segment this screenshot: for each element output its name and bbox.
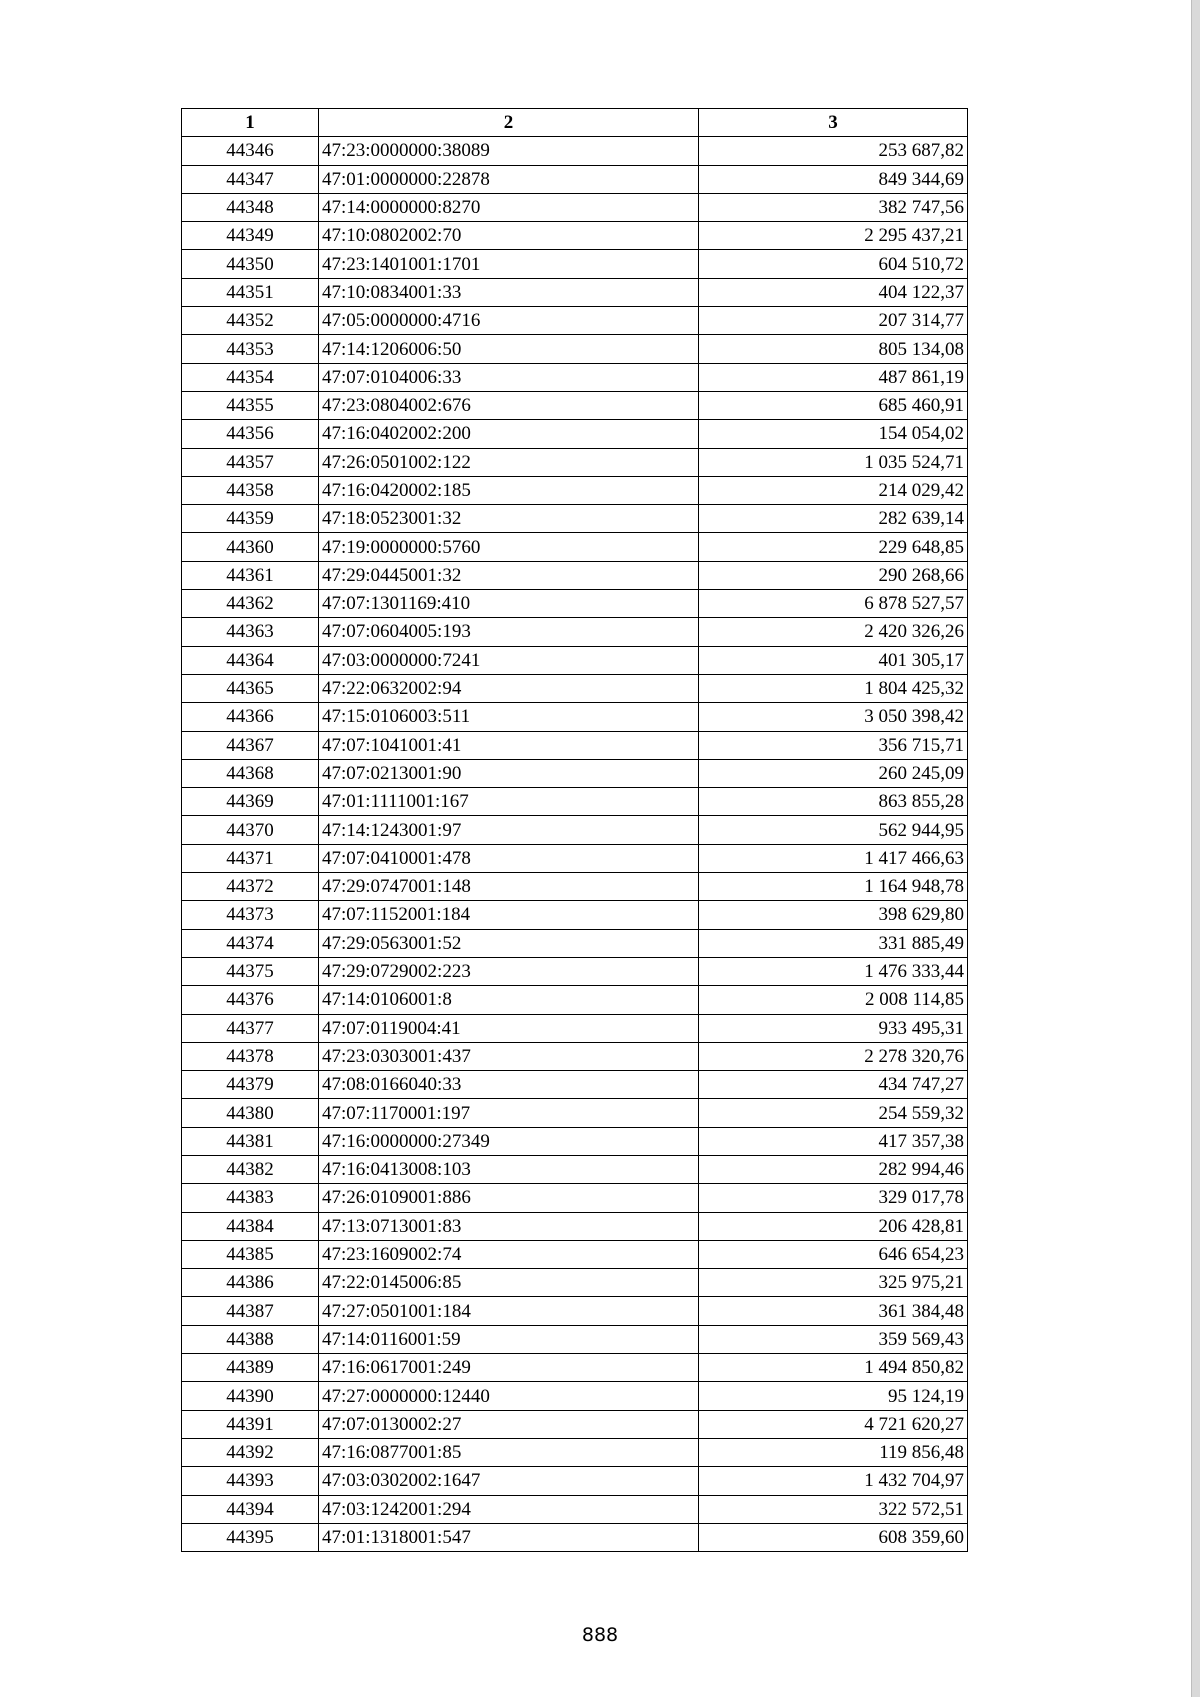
cadastral-number-cell: 47:22:0632002:94	[319, 674, 699, 702]
cadastral-number-cell: 47:07:1041001:41	[319, 731, 699, 759]
table-row	[182, 590, 968, 618]
column-header-1: 1	[182, 109, 319, 137]
value-cell: 1 035 524,71	[699, 448, 968, 476]
row-number-cell: 44351	[182, 278, 319, 306]
row-number-cell: 44392	[182, 1438, 319, 1466]
table-row	[182, 788, 968, 816]
cadastral-number-cell: 47:16:0402002:200	[319, 420, 699, 448]
table-row	[182, 222, 968, 250]
row-number-cell: 44370	[182, 816, 319, 844]
value-cell: 4 721 620,27	[699, 1410, 968, 1438]
row-number-cell: 44354	[182, 363, 319, 391]
table-row	[182, 1325, 968, 1353]
value-cell: 608 359,60	[699, 1523, 968, 1551]
value-cell: 359 569,43	[699, 1325, 968, 1353]
row-number-cell: 44373	[182, 901, 319, 929]
row-number-cell: 44371	[182, 844, 319, 872]
table-row	[182, 1467, 968, 1495]
value-cell: 325 975,21	[699, 1269, 968, 1297]
row-number-cell: 44369	[182, 788, 319, 816]
cadastral-number-cell: 47:16:0877001:85	[319, 1438, 699, 1466]
table-row	[182, 986, 968, 1014]
table-row	[182, 731, 968, 759]
row-number-cell: 44375	[182, 957, 319, 985]
value-cell: 6 878 527,57	[699, 590, 968, 618]
cadastral-number-cell: 47:16:0413008:103	[319, 1155, 699, 1183]
value-cell: 417 357,38	[699, 1127, 968, 1155]
table-row	[182, 1354, 968, 1382]
cadastral-number-cell: 47:07:0213001:90	[319, 759, 699, 787]
cadastral-number-cell: 47:14:0106001:8	[319, 986, 699, 1014]
table-row	[182, 1269, 968, 1297]
value-cell: 361 384,48	[699, 1297, 968, 1325]
table-row	[182, 1127, 968, 1155]
cadastral-number-cell: 47:26:0109001:886	[319, 1184, 699, 1212]
table-header	[182, 109, 968, 137]
value-cell: 2 295 437,21	[699, 222, 968, 250]
row-number-cell: 44355	[182, 391, 319, 419]
table-row	[182, 816, 968, 844]
row-number-cell: 44377	[182, 1014, 319, 1042]
cadastral-number-cell: 47:03:0000000:7241	[319, 646, 699, 674]
value-cell: 229 648,85	[699, 533, 968, 561]
value-cell: 401 305,17	[699, 646, 968, 674]
cadastral-number-cell: 47:03:1242001:294	[319, 1495, 699, 1523]
cadastral-number-cell: 47:23:0000000:38089	[319, 137, 699, 165]
table-row	[182, 533, 968, 561]
row-number-cell: 44385	[182, 1240, 319, 1268]
value-cell: 863 855,28	[699, 788, 968, 816]
value-cell: 322 572,51	[699, 1495, 968, 1523]
table-row	[182, 1042, 968, 1070]
row-number-cell: 44384	[182, 1212, 319, 1240]
value-cell: 562 944,95	[699, 816, 968, 844]
cadastral-number-cell: 47:27:0000000:12440	[319, 1382, 699, 1410]
row-number-cell: 44382	[182, 1155, 319, 1183]
row-number-cell: 44390	[182, 1382, 319, 1410]
cadastral-number-cell: 47:23:0804002:676	[319, 391, 699, 419]
cadastral-number-cell: 47:26:0501002:122	[319, 448, 699, 476]
table-row	[182, 137, 968, 165]
table-row	[182, 1240, 968, 1268]
row-number-cell: 44357	[182, 448, 319, 476]
table-row	[182, 759, 968, 787]
table-row	[182, 476, 968, 504]
cadastral-number-cell: 47:01:1111001:167	[319, 788, 699, 816]
row-number-cell: 44376	[182, 986, 319, 1014]
table-row	[182, 391, 968, 419]
value-cell: 2 008 114,85	[699, 986, 968, 1014]
cadastral-number-cell: 47:16:0617001:249	[319, 1354, 699, 1382]
row-number-cell: 44349	[182, 222, 319, 250]
row-number-cell: 44364	[182, 646, 319, 674]
cadastral-number-cell: 47:05:0000000:4716	[319, 307, 699, 335]
row-number-cell: 44360	[182, 533, 319, 561]
cadastral-number-cell: 47:08:0166040:33	[319, 1071, 699, 1099]
row-number-cell: 44394	[182, 1495, 319, 1523]
value-cell: 290 268,66	[699, 561, 968, 589]
value-cell: 685 460,91	[699, 391, 968, 419]
cadastral-number-cell: 47:07:1152001:184	[319, 901, 699, 929]
table-row	[182, 250, 968, 278]
row-number-cell: 44366	[182, 703, 319, 731]
row-number-cell: 44383	[182, 1184, 319, 1212]
column-header-3: 3	[699, 109, 968, 137]
table-row	[182, 1212, 968, 1240]
value-cell: 398 629,80	[699, 901, 968, 929]
cadastral-number-cell: 47:07:0604005:193	[319, 618, 699, 646]
value-cell: 1 164 948,78	[699, 873, 968, 901]
table-row	[182, 844, 968, 872]
table-row	[182, 335, 968, 363]
cadastral-number-cell: 47:18:0523001:32	[319, 505, 699, 533]
cadastral-number-cell: 47:22:0145006:85	[319, 1269, 699, 1297]
row-number-cell: 44389	[182, 1354, 319, 1382]
cadastral-number-cell: 47:14:0000000:8270	[319, 193, 699, 221]
row-number-cell: 44356	[182, 420, 319, 448]
table-row	[182, 1382, 968, 1410]
value-cell: 2 420 326,26	[699, 618, 968, 646]
row-number-cell: 44386	[182, 1269, 319, 1297]
table-row	[182, 873, 968, 901]
table-row	[182, 363, 968, 391]
table-row	[182, 1410, 968, 1438]
row-number-cell: 44362	[182, 590, 319, 618]
row-number-cell: 44393	[182, 1467, 319, 1495]
row-number-cell: 44350	[182, 250, 319, 278]
table-row	[182, 929, 968, 957]
cadastral-number-cell: 47:01:1318001:547	[319, 1523, 699, 1551]
column-header-2: 2	[319, 109, 699, 137]
table-row	[182, 674, 968, 702]
row-number-cell: 44346	[182, 137, 319, 165]
value-cell: 805 134,08	[699, 335, 968, 363]
cadastral-number-cell: 47:27:0501001:184	[319, 1297, 699, 1325]
row-number-cell: 44359	[182, 505, 319, 533]
table-row	[182, 505, 968, 533]
table-row	[182, 1297, 968, 1325]
row-number-cell: 44387	[182, 1297, 319, 1325]
table-row	[182, 1071, 968, 1099]
cadastral-number-cell: 47:07:0130002:27	[319, 1410, 699, 1438]
row-number-cell: 44353	[182, 335, 319, 363]
page-edge	[1191, 0, 1200, 1697]
value-cell: 933 495,31	[699, 1014, 968, 1042]
row-number-cell: 44380	[182, 1099, 319, 1127]
cadastral-number-cell: 47:14:1206006:50	[319, 335, 699, 363]
cadastral-number-cell: 47:07:1301169:410	[319, 590, 699, 618]
table-row	[182, 957, 968, 985]
table-row	[182, 1184, 968, 1212]
cadastral-number-cell: 47:07:0410001:478	[319, 844, 699, 872]
table-row	[182, 165, 968, 193]
value-cell: 604 510,72	[699, 250, 968, 278]
cadastral-number-cell: 47:23:1401001:1701	[319, 250, 699, 278]
row-number-cell: 44391	[182, 1410, 319, 1438]
value-cell: 154 054,02	[699, 420, 968, 448]
cadastral-number-cell: 47:29:0729002:223	[319, 957, 699, 985]
row-number-cell: 44363	[182, 618, 319, 646]
row-number-cell: 44348	[182, 193, 319, 221]
table-row	[182, 420, 968, 448]
row-number-cell: 44367	[182, 731, 319, 759]
value-cell: 282 639,14	[699, 505, 968, 533]
value-cell: 260 245,09	[699, 759, 968, 787]
row-number-cell: 44347	[182, 165, 319, 193]
row-number-cell: 44372	[182, 873, 319, 901]
row-number-cell: 44395	[182, 1523, 319, 1551]
row-number-cell: 44368	[182, 759, 319, 787]
value-cell: 119 856,48	[699, 1438, 968, 1466]
row-number-cell: 44379	[182, 1071, 319, 1099]
cadastral-number-cell: 47:07:1170001:197	[319, 1099, 699, 1127]
cadastral-number-cell: 47:14:0116001:59	[319, 1325, 699, 1353]
value-cell: 253 687,82	[699, 137, 968, 165]
value-cell: 646 654,23	[699, 1240, 968, 1268]
cadastral-number-cell: 47:19:0000000:5760	[319, 533, 699, 561]
cadastral-number-cell: 47:15:0106003:511	[319, 703, 699, 731]
value-cell: 434 747,27	[699, 1071, 968, 1099]
value-cell: 331 885,49	[699, 929, 968, 957]
cadastral-number-cell: 47:29:0563001:52	[319, 929, 699, 957]
value-cell: 487 861,19	[699, 363, 968, 391]
table-row	[182, 1099, 968, 1127]
table-body	[182, 137, 968, 1552]
value-cell: 1 804 425,32	[699, 674, 968, 702]
page-number: 888	[581, 1624, 619, 1646]
header-row	[182, 109, 968, 137]
row-number-cell: 44381	[182, 1127, 319, 1155]
value-cell: 1 417 466,63	[699, 844, 968, 872]
value-cell: 214 029,42	[699, 476, 968, 504]
table-row	[182, 561, 968, 589]
table-row	[182, 618, 968, 646]
cadastral-number-cell: 47:01:0000000:22878	[319, 165, 699, 193]
cadastral-number-cell: 47:23:0303001:437	[319, 1042, 699, 1070]
table-row	[182, 646, 968, 674]
value-cell: 404 122,37	[699, 278, 968, 306]
value-cell: 2 278 320,76	[699, 1042, 968, 1070]
value-cell: 282 994,46	[699, 1155, 968, 1183]
cadastral-number-cell: 47:16:0420002:185	[319, 476, 699, 504]
cadastral-number-cell: 47:13:0713001:83	[319, 1212, 699, 1240]
value-cell: 329 017,78	[699, 1184, 968, 1212]
data-table	[181, 108, 968, 1552]
row-number-cell: 44378	[182, 1042, 319, 1070]
table-row	[182, 901, 968, 929]
table-row	[182, 703, 968, 731]
row-number-cell: 44352	[182, 307, 319, 335]
table-row	[182, 193, 968, 221]
table-row	[182, 1014, 968, 1042]
cadastral-number-cell: 47:07:0104006:33	[319, 363, 699, 391]
cadastral-number-cell: 47:29:0747001:148	[319, 873, 699, 901]
table-row	[182, 307, 968, 335]
cadastral-number-cell: 47:10:0834001:33	[319, 278, 699, 306]
cadastral-number-cell: 47:07:0119004:41	[319, 1014, 699, 1042]
cadastral-number-cell: 47:03:0302002:1647	[319, 1467, 699, 1495]
value-cell: 254 559,32	[699, 1099, 968, 1127]
row-number-cell: 44365	[182, 674, 319, 702]
cadastral-number-cell: 47:10:0802002:70	[319, 222, 699, 250]
value-cell: 849 344,69	[699, 165, 968, 193]
table-row	[182, 1495, 968, 1523]
row-number-cell: 44374	[182, 929, 319, 957]
value-cell: 1 476 333,44	[699, 957, 968, 985]
value-cell: 382 747,56	[699, 193, 968, 221]
cadastral-number-cell: 47:23:1609002:74	[319, 1240, 699, 1268]
table-row	[182, 448, 968, 476]
value-cell: 95 124,19	[699, 1382, 968, 1410]
table-row	[182, 1438, 968, 1466]
value-cell: 1 432 704,97	[699, 1467, 968, 1495]
value-cell: 3 050 398,42	[699, 703, 968, 731]
table-row	[182, 1523, 968, 1551]
value-cell: 206 428,81	[699, 1212, 968, 1240]
value-cell: 356 715,71	[699, 731, 968, 759]
table-row	[182, 1155, 968, 1183]
table-row	[182, 278, 968, 306]
row-number-cell: 44361	[182, 561, 319, 589]
value-cell: 207 314,77	[699, 307, 968, 335]
row-number-cell: 44358	[182, 476, 319, 504]
value-cell: 1 494 850,82	[699, 1354, 968, 1382]
row-number-cell: 44388	[182, 1325, 319, 1353]
cadastral-number-cell: 47:16:0000000:27349	[319, 1127, 699, 1155]
cadastral-number-cell: 47:14:1243001:97	[319, 816, 699, 844]
cadastral-number-cell: 47:29:0445001:32	[319, 561, 699, 589]
